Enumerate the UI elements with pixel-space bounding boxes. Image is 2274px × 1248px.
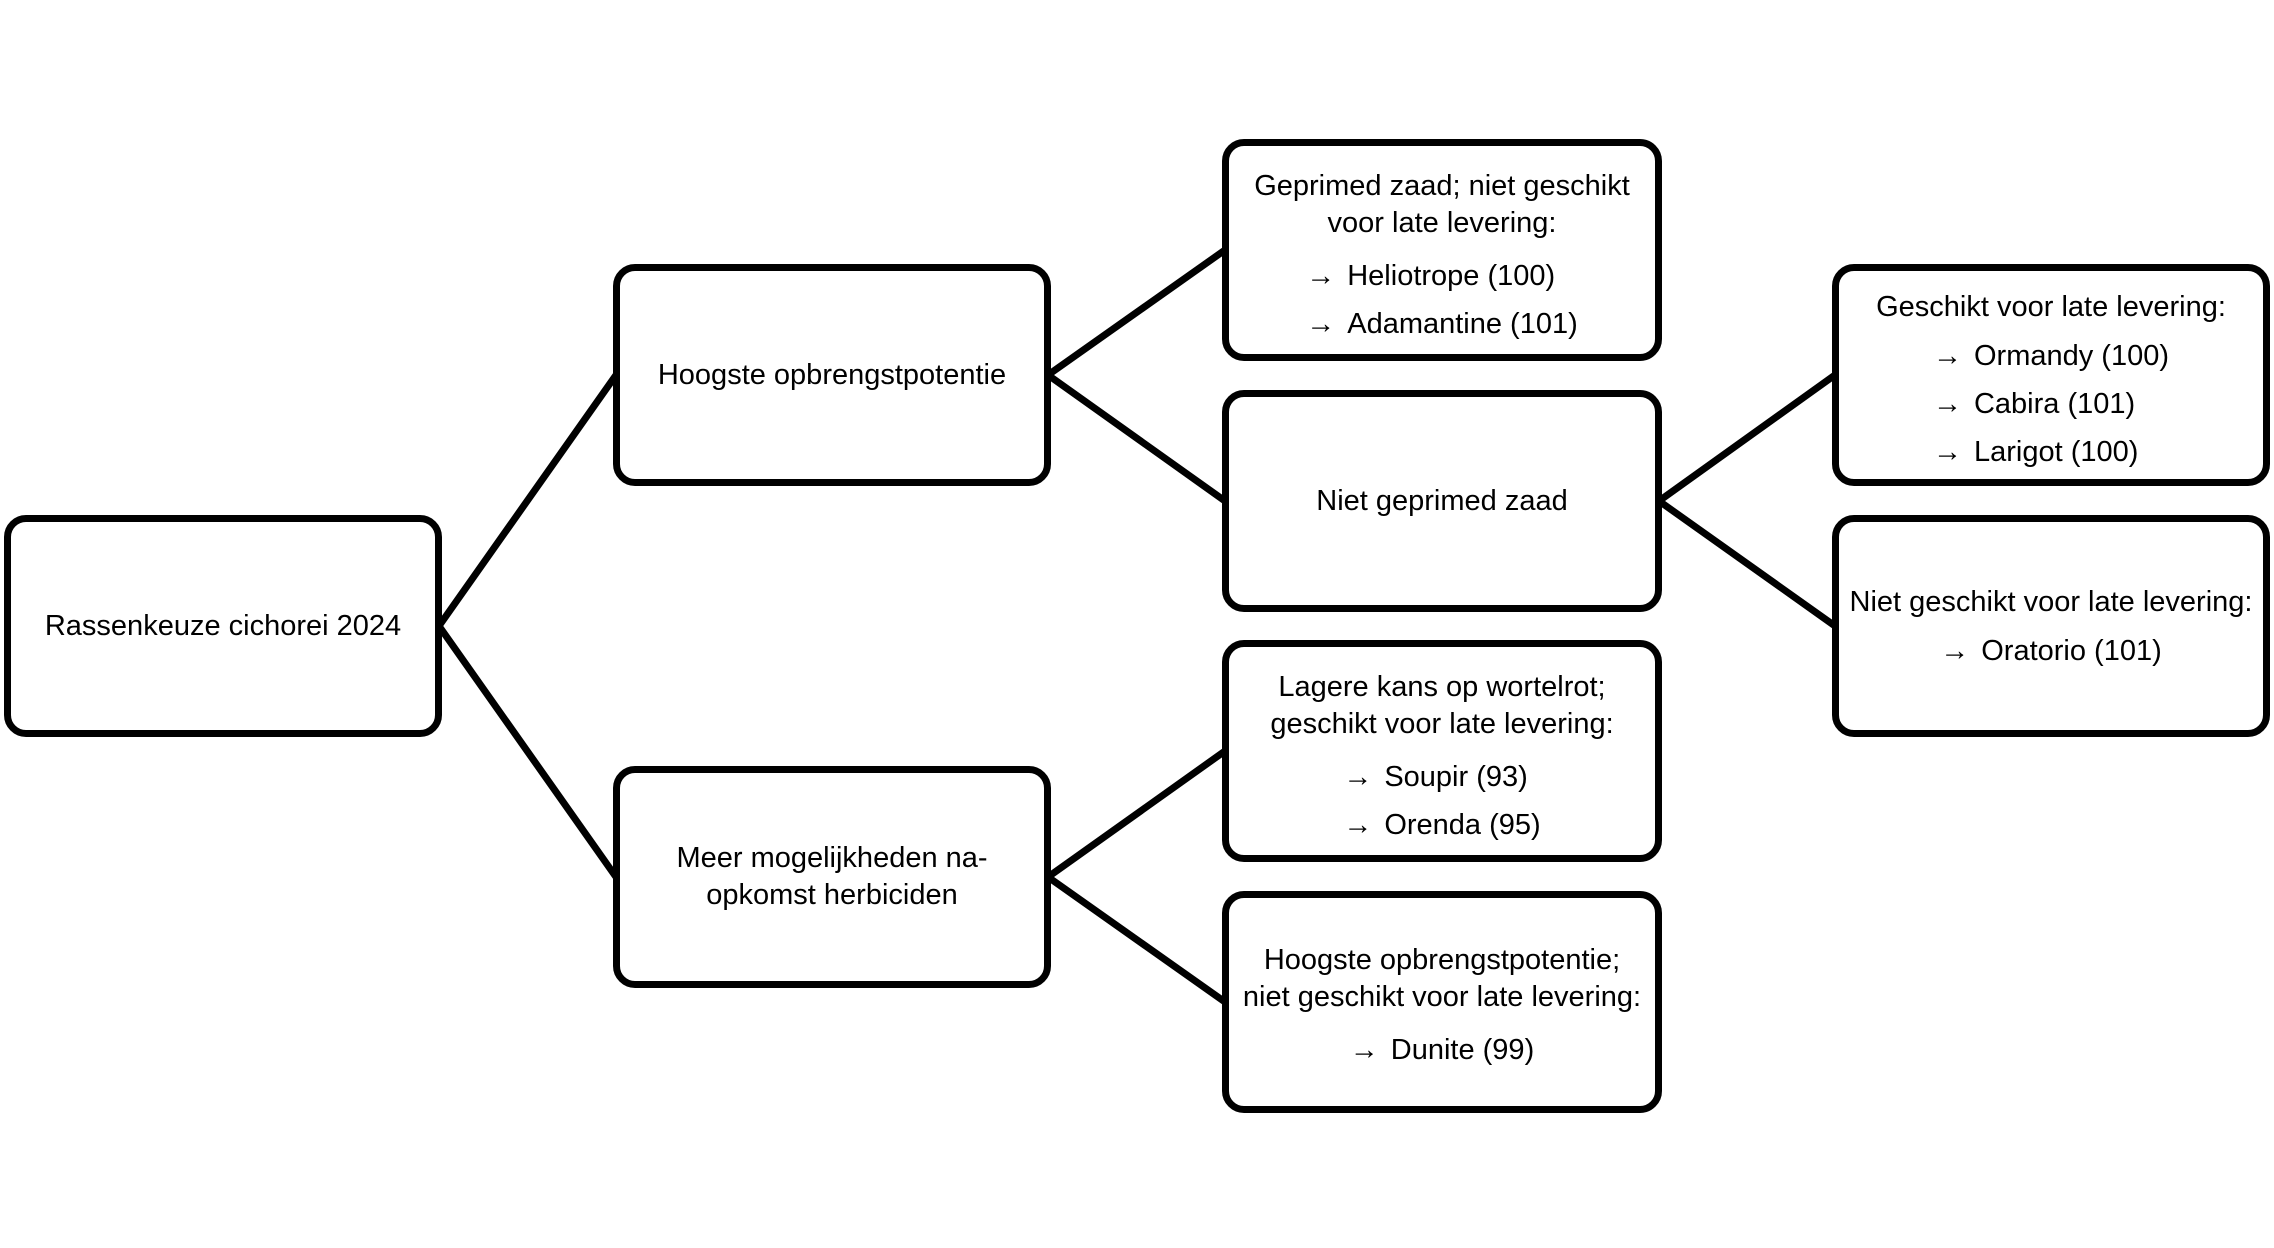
node-root: [4, 515, 442, 737]
node-label: Niet geschikt voor late levering:: [1849, 586, 2253, 618]
arrow-right-icon: →: [1349, 1033, 1379, 1066]
variety-label: Soupir (93): [1384, 760, 1528, 793]
arrow-right-icon: →: [1306, 259, 1336, 292]
variety-label: Oratorio (101): [1981, 634, 2162, 667]
arrow-right-icon: →: [1932, 339, 1962, 372]
variety-item: [1343, 753, 1527, 801]
node-primed-seed: [1222, 139, 1662, 361]
variety-item: [1350, 1026, 1534, 1074]
node-late-delivery-not-suitable: [1832, 515, 2270, 737]
variety-item: [1933, 428, 2138, 476]
variety-item: [1940, 627, 2162, 675]
connector-high_yield-primed: [1048, 250, 1225, 375]
variety-item: [1306, 300, 1578, 348]
connector-herbicides-low_rot: [1048, 751, 1225, 877]
connector-high_yield-not_primed: [1048, 375, 1225, 501]
arrow-right-icon: →: [1940, 634, 1970, 667]
node-lower-root-rot: [1222, 640, 1662, 862]
connector-not_primed-late_not_ok: [1659, 501, 1835, 626]
connector-root-herbicides: [439, 626, 616, 877]
variety-item: [1933, 380, 2135, 428]
node-not-primed-seed: [1222, 390, 1662, 612]
node-label: Geschikt voor late levering:: [1876, 291, 2226, 323]
node-label: Meer mogelijkheden na-opkomst herbiciden: [676, 842, 988, 911]
variety-label: Dunite (99): [1390, 1033, 1535, 1066]
arrow-right-icon: →: [1932, 387, 1962, 420]
node-label: Rassenkeuze cichorei 2024: [44, 609, 402, 642]
arrow-right-icon: →: [1306, 307, 1336, 340]
connector-root-high_yield: [439, 375, 616, 626]
arrow-right-icon: →: [1343, 760, 1373, 793]
node-high-yield: [613, 264, 1051, 486]
variety-label: Orenda (95): [1384, 808, 1541, 841]
connector-not_primed-late_ok: [1659, 375, 1835, 501]
node-label: Hoogste opbrengstpotentie: [657, 358, 1007, 391]
node-label: Niet geprimed zaad: [1316, 484, 1568, 517]
connector-herbicides-high_yield_late: [1048, 877, 1225, 1002]
variety-list: [1343, 753, 1540, 849]
variety-list: [1933, 332, 2169, 476]
variety-label: Heliotrope (100): [1347, 259, 1556, 292]
node-label: Geprimed zaad; niet geschikt voor late levering:: [1254, 170, 1630, 239]
variety-label: Larigot (100): [1973, 435, 2139, 468]
variety-item: [1306, 252, 1555, 300]
arrow-right-icon: →: [1343, 808, 1373, 841]
variety-list: [1940, 627, 2162, 675]
node-late-delivery-suitable: [1832, 264, 2270, 486]
variety-label: Adamantine (101): [1347, 307, 1578, 340]
variety-item: [1343, 801, 1540, 849]
variety-item: [1933, 332, 2169, 380]
node-herbicides: [613, 766, 1051, 988]
variety-list: [1306, 252, 1578, 348]
variety-label: Cabira (101): [1973, 387, 2136, 420]
variety-list: [1350, 1026, 1534, 1074]
variety-label: Ormandy (100): [1973, 339, 2169, 372]
arrow-right-icon: →: [1932, 435, 1962, 468]
node-label: Hoogste opbrengstpotentie; niet geschikt voor late levering:: [1242, 944, 1642, 1013]
node-label: Lagere kans op wortelrot; geschikt voor late levering:: [1270, 671, 1614, 740]
node-highest-yield-late: [1222, 891, 1662, 1113]
